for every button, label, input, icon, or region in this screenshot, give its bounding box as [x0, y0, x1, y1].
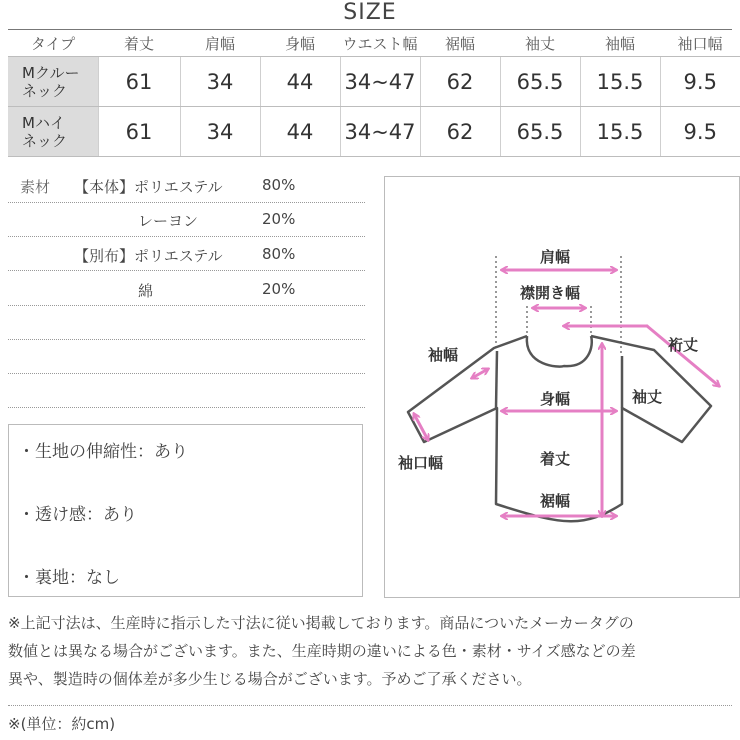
header-body-width: 身幅: [260, 30, 340, 57]
header-type: タイプ: [8, 30, 98, 57]
unit-note: ※(単位：約cm): [8, 715, 116, 733]
table-cell: 61: [98, 57, 180, 107]
material-percent: 80%: [262, 245, 296, 263]
table-cell: 15.5: [580, 57, 660, 107]
table-cell: 61: [98, 107, 180, 157]
material-part: 【本体】ポリエステル: [74, 178, 223, 196]
row-type-line1: Mクルー: [22, 63, 80, 82]
header-cuff: 袖口幅: [660, 30, 740, 57]
feature-stretch: ・生地の伸縮性：あり: [18, 442, 188, 462]
material-part: 【別布】ポリエステル: [74, 247, 223, 265]
disclaimer-line-2: 数値とは異なる場合がございます。また、生産時期の違いによる色・素材・サイズ感などの差: [8, 642, 636, 660]
material-part: 綿: [138, 282, 154, 300]
table-cell: 34: [180, 107, 260, 157]
size-table: [8, 30, 740, 157]
table-cell: 44: [260, 107, 340, 157]
label-sleeve-width: 袖幅: [428, 346, 459, 364]
material-part: レーヨン: [138, 212, 199, 230]
label-length: 着丈: [540, 450, 571, 468]
label-shoulder: 肩幅: [540, 248, 571, 266]
material-label: 素材: [20, 178, 51, 196]
table-cell: 34~47: [340, 107, 420, 157]
header-hem: 裾幅: [420, 30, 500, 57]
label-neck-width: 襟開き幅: [520, 284, 581, 302]
header-waist: ウエスト幅: [340, 30, 420, 57]
material-percent: 20%: [262, 280, 296, 298]
disclaimer-line-3: 異や、製造時の個体差が多少生じる場合がございます。予めご了承ください。: [8, 670, 532, 688]
material-divider: [8, 339, 365, 340]
material-percent: 20%: [262, 210, 296, 228]
table-cell: 62: [420, 107, 500, 157]
row-type-cell: [8, 57, 98, 107]
row-type-cell: [8, 107, 98, 157]
row-type-line2: ネック: [22, 81, 68, 100]
material-divider: [8, 202, 365, 203]
header-length: 着丈: [98, 30, 180, 57]
label-yuki: 裄丈: [668, 336, 699, 354]
table-cell: 34~47: [340, 57, 420, 107]
material-divider: [8, 305, 365, 306]
material-percent: 80%: [262, 176, 296, 194]
label-body-width: 身幅: [540, 390, 571, 408]
table-row: [8, 57, 740, 107]
feature-lining: ・裏地：なし: [18, 568, 120, 588]
sleeve-width-arrow: [472, 369, 488, 378]
footer-divider: [8, 705, 732, 706]
table-cell: 65.5: [500, 57, 580, 107]
table-row: [8, 107, 740, 157]
header-sleeve-length: 袖丈: [500, 30, 580, 57]
table-header-row: [8, 30, 740, 57]
table-cell: 34: [180, 57, 260, 107]
disclaimer-line-1: ※上記寸法は、生産時に指示した寸法に従い掲載しております。商品についたメーカータグの: [8, 614, 634, 632]
garment-diagram: [384, 176, 740, 598]
table-cell: 9.5: [660, 57, 740, 107]
table-cell: 9.5: [660, 107, 740, 157]
label-sleeve-length: 袖丈: [632, 388, 663, 406]
row-type-line2: ネック: [22, 131, 68, 150]
table-cell: 62: [420, 57, 500, 107]
material-divider: [8, 270, 365, 271]
material-divider: [8, 407, 365, 408]
label-hem-width: 裾幅: [540, 492, 571, 510]
label-cuff-width: 袖口幅: [398, 454, 444, 472]
header-sleeve-width: 袖幅: [580, 30, 660, 57]
header-shoulder: 肩幅: [180, 30, 260, 57]
size-title: SIZE: [343, 0, 397, 25]
feature-sheer: ・透け感：あり: [18, 505, 137, 525]
material-divider: [8, 373, 365, 374]
table-cell: 44: [260, 57, 340, 107]
row-type-line1: Mハイ: [22, 113, 65, 132]
material-divider: [8, 236, 365, 237]
table-cell: 15.5: [580, 107, 660, 157]
table-cell: 65.5: [500, 107, 580, 157]
